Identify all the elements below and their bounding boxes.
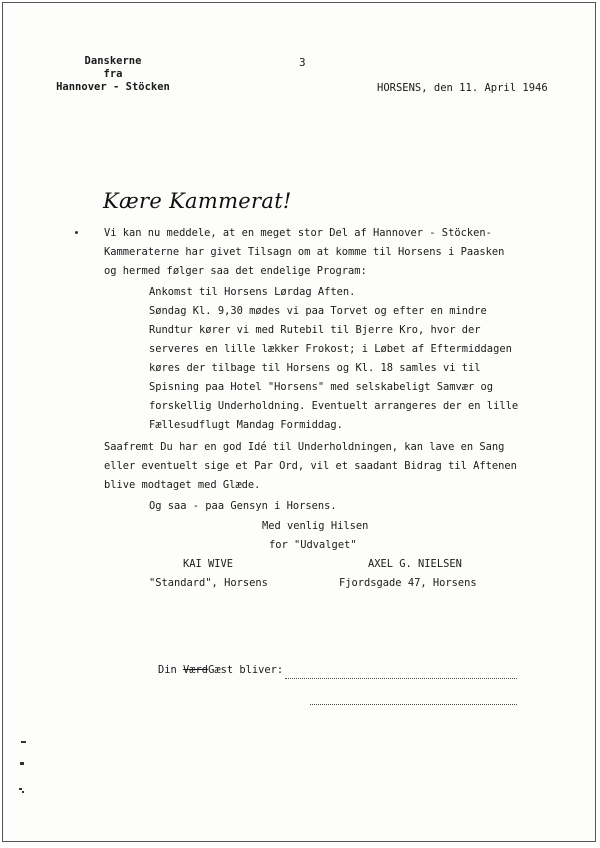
program-line-1: Ankomst til Horsens Lørdag Aften. [149, 286, 356, 298]
salutation: Kære Kammerat! [103, 189, 292, 213]
signature-name-1: KAI WIVE [183, 558, 234, 570]
program-line-4: serveres en lille lækker Frokost; i Løbet af Eftermiddagen [149, 343, 512, 355]
sender-line-3: Hannover - Stöcken [56, 81, 170, 93]
program-line-8: Fællesudflugt Mandag Formiddag. [149, 419, 343, 431]
intro-line-1: Vi kan nu meddele, at en meget stor Del af Hannover - Stöcken- [104, 227, 492, 239]
program-line-6: Spisning paa Hotel "Horsens" med selskabeligt Samvær og [149, 381, 494, 393]
sender-line-1: Danskerne [84, 55, 142, 67]
signoff-line-1: Med venlig Hilsen [262, 520, 369, 532]
signature-name-2: AXEL G. NIELSEN [368, 558, 462, 570]
page-number: 3 [299, 56, 306, 69]
closing-line-1: Saafremt Du har en god Idé til Underholdningen, kan lave en Sang [104, 441, 505, 453]
guest-line-struck-word: Værd [183, 664, 209, 676]
sender-block [43, 55, 183, 94]
letter-page [2, 2, 596, 842]
signature-address-2: Fjordsgade 47, Horsens [339, 577, 477, 589]
margin-dot [75, 231, 78, 234]
margin-mark [22, 791, 24, 793]
guest-name-blank-1 [285, 678, 517, 679]
guest-name-blank-2 [310, 704, 517, 705]
closing-line-2: eller eventuelt sige et Par Ord, vil et saadant Bidrag til Aftenen [104, 460, 517, 472]
guest-line [158, 664, 283, 677]
intro-line-3: og hermed følger saa det endelige Program: [104, 265, 367, 277]
closing-line-3: blive modtaget med Glæde. [104, 479, 261, 491]
signoff-line-2: for "Udvalget" [269, 539, 357, 551]
margin-mark [20, 762, 24, 765]
signature-address-1: "Standard", Horsens [149, 577, 268, 589]
program-line-5: køres der tilbage til Horsens og Kl. 18 samles vi til [149, 362, 481, 374]
guest-line-rest: Gæst bliver: [208, 664, 284, 676]
sender-line-2: fra [103, 68, 123, 80]
intro-line-2: Kammeraterne har givet Tilsagn om at komme til Horsens i Paasken [104, 246, 505, 258]
margin-mark [19, 788, 22, 790]
farewell: Og saa - paa Gensyn i Horsens. [149, 500, 337, 512]
margin-mark [21, 741, 26, 743]
program-line-3: Rundtur kører vi med Rutebil til Bjerre Kro, hvor der [149, 324, 481, 336]
guest-line-prefix: Din [158, 664, 184, 676]
date-line: HORSENS, den 11. April 1946 [377, 82, 548, 94]
program-line-2: Søndag Kl. 9,30 mødes vi paa Torvet og efter en mindre [149, 305, 487, 317]
program-line-7: forskellig Underholdning. Eventuelt arrangeres der en lille [149, 400, 519, 412]
